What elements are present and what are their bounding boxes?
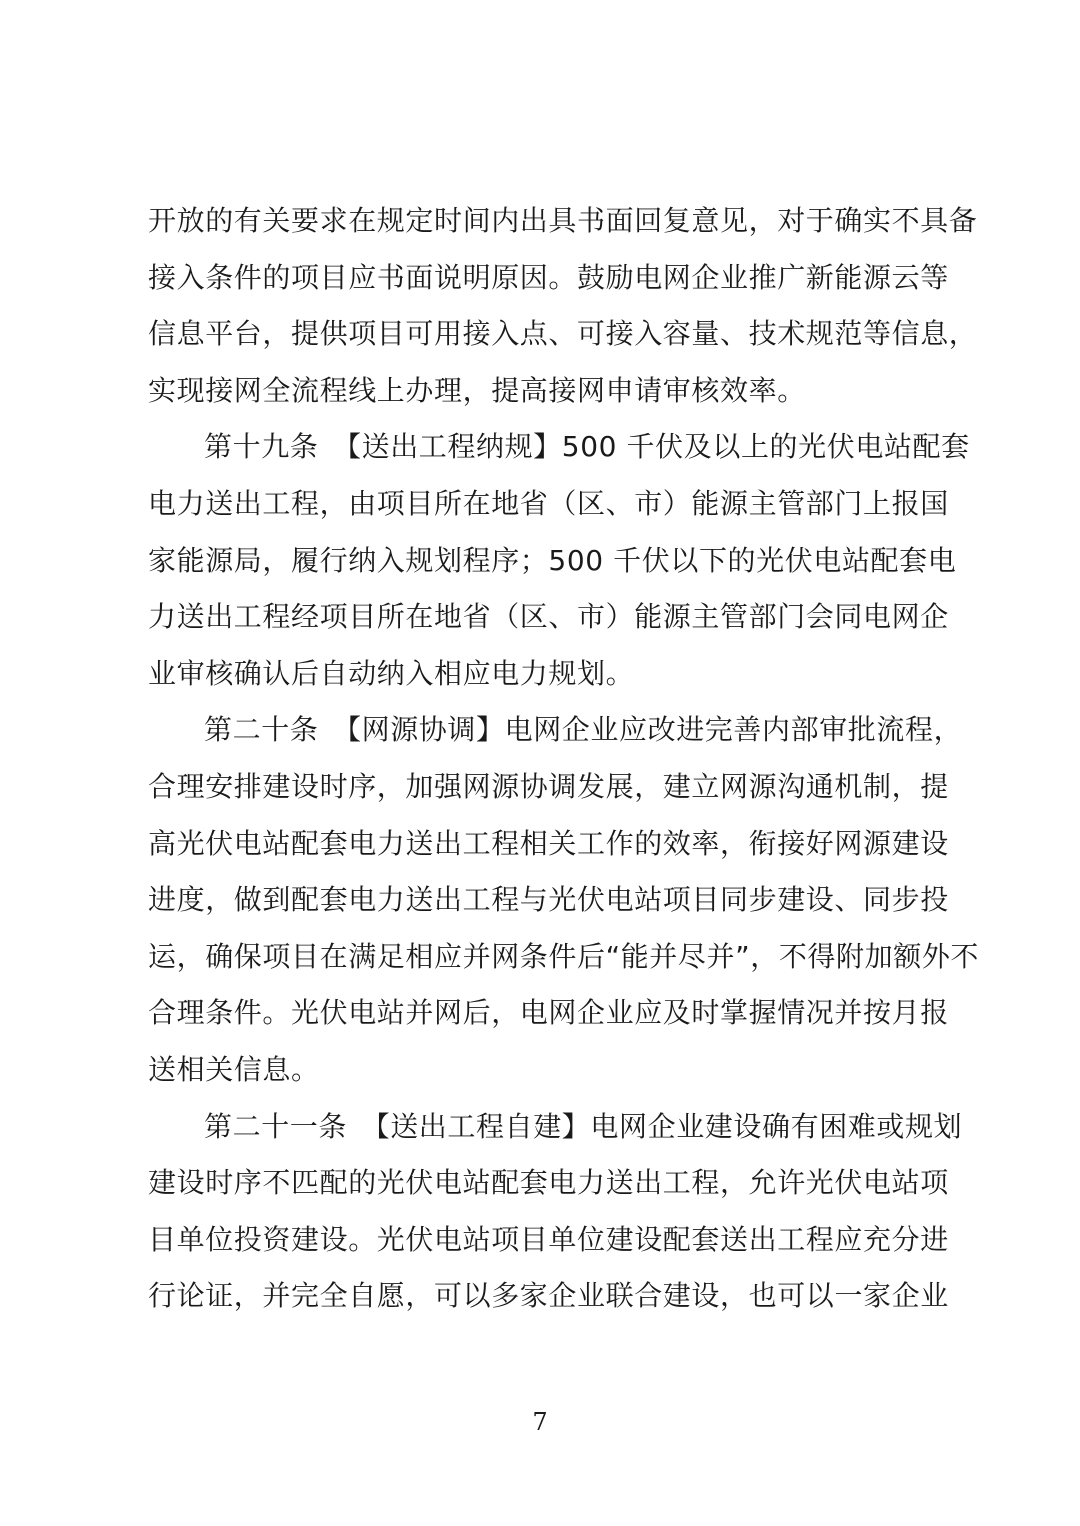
text-line: 送相关信息。 [148,1052,320,1086]
text-line: 行论证，并完全自愿，可以多家企业联合建设，也可以一家企业 [148,1279,949,1313]
text-line: 合理条件。光伏电站并网后，电网企业应及时掌握情况并按月报 [148,996,949,1030]
text-line: 实现接网全流程线上办理，提高接网申请审核效率。 [148,373,806,407]
document-body [148,193,980,1325]
text-line: 开放的有关要求在规定时间内出具书面回复意见，对于确实不具备 [148,204,978,237]
text-line: 合理安排建设时序，加强网源协调发展，建立网源沟通机制，提 [148,769,949,803]
text-line: 建设时序不匹配的光伏电站配套电力送出工程，允许光伏电站项 [148,1166,949,1200]
text-line: 运，确保项目在满足相应并网条件后“能并尽并”，不得附加额外不 [148,939,980,973]
text-line: 接入条件的项目应书面说明原因。鼓励电网企业推广新能源云等 [148,260,949,294]
text-line: 信息平台，提供项目可用接入点、可接入容量、技术规范等信息， [148,317,978,351]
text-line: 家能源局，履行纳入规划程序；500 千伏以下的光伏电站配套电 [148,543,957,577]
text-line: 业审核确认后自动纳入相应电力规划。 [148,656,635,690]
page-number: 7 [532,1408,548,1436]
text-line: 力送出工程经项目所在地省（区、市）能源主管部门会同电网企 [148,600,949,634]
text-line: 第二十条 【网源协调】电网企业应改进完善内部审批流程， [204,713,963,747]
text-line: 进度，做到配套电力送出工程与光伏电站项目同步建设、同步投 [148,883,949,917]
text-line: 电力送出工程，由项目所在地省（区、市）能源主管部门上报国 [148,486,949,520]
text-line: 目单位投资建设。光伏电站项目单位建设配套送出工程应充分进 [148,1222,949,1256]
text-line: 高光伏电站配套电力送出工程相关工作的效率，衔接好网源建设 [148,826,949,860]
text-line: 第十九条 【送出工程纳规】500 千伏及以上的光伏电站配套 [204,430,970,464]
text-line: 第二十一条 【送出工程自建】电网企业建设确有困难或规划 [204,1109,963,1143]
